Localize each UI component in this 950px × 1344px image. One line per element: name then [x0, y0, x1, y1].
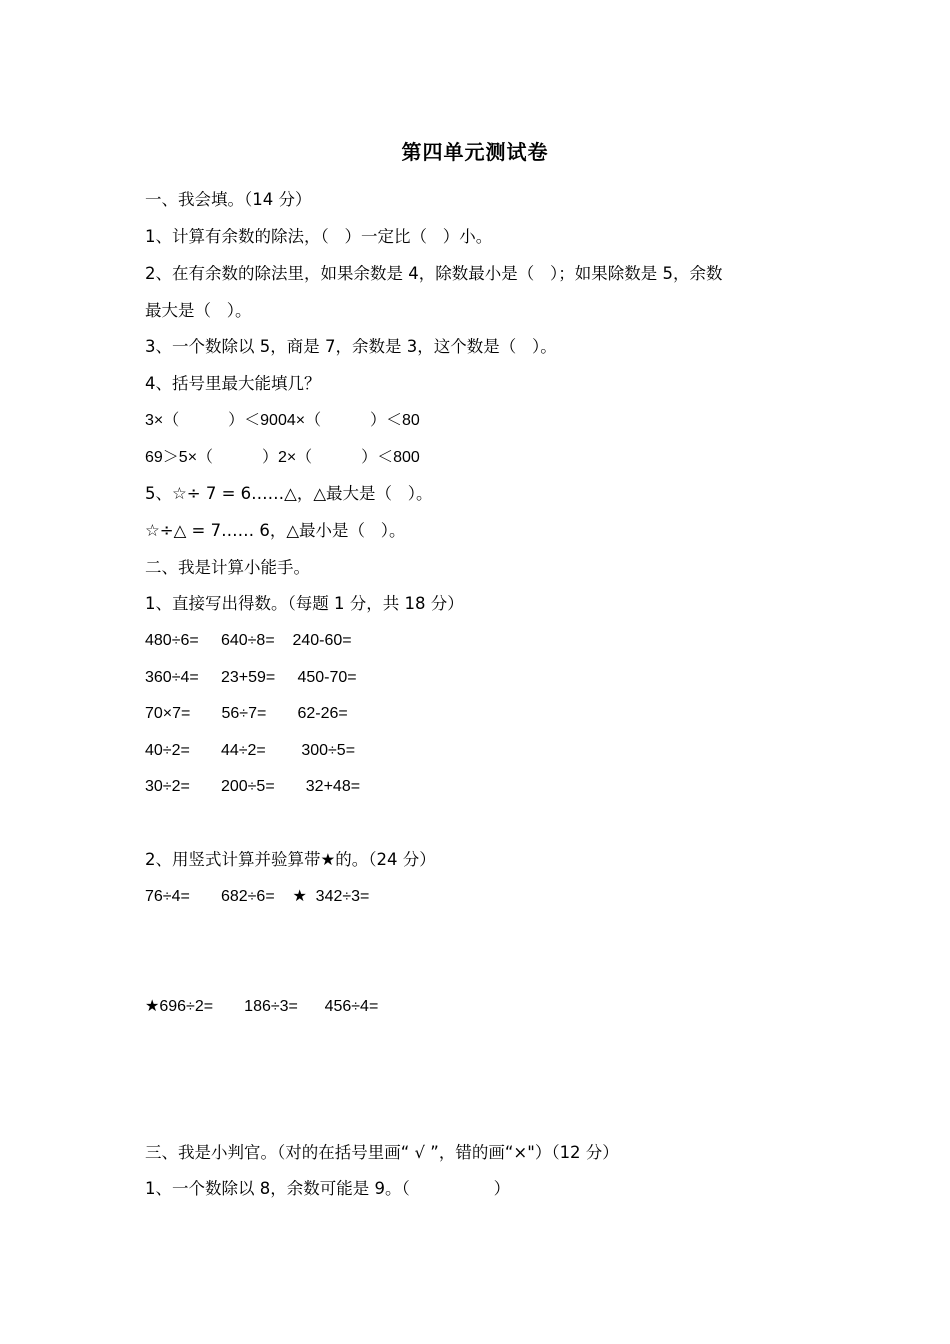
question-line: 5、☆÷ 7 = 6……△，△最大是（ ）。: [145, 484, 433, 503]
question-line: 最大是（ ）。: [145, 301, 252, 320]
section-2-heading: 二、我是计算小能手。: [145, 558, 310, 577]
question-line: 2、在有余数的除法里，如果余数是 4，除数最小是（ ）；如果除数是 5，余数: [145, 264, 723, 283]
section-3-heading: 三、我是小判官。（对的在括号里画“ √ ”，错的画“×"）（12 分）: [145, 1143, 619, 1162]
question-line: 1、直接写出得数。（每题 1 分，共 18 分）: [145, 594, 464, 613]
section-1-heading: 一、我会填。（14 分）: [145, 190, 312, 209]
calc-row: 30÷2= 200÷5= 32+48=: [145, 778, 361, 795]
question-line: 1、一个数除以 8，余数可能是 9。（ ）: [145, 1179, 511, 1198]
page-title: 第四单元测试卷: [401, 140, 549, 164]
question-line: 2、用竖式计算并验算带★的。（24 分）: [145, 850, 436, 869]
question-line: 69＞5×（ ）2×（ ）＜800: [145, 449, 420, 466]
question-line: 1、计算有余数的除法，（ ）一定比（ ）小。: [145, 227, 493, 246]
calc-row: 40÷2= 44÷2= 300÷5=: [145, 742, 356, 759]
calc-row: 70×7= 56÷7= 62-26=: [145, 705, 348, 722]
question-line: 4、括号里最大能填几？: [145, 374, 321, 393]
question-line: 3、一个数除以 5，商是 7，余数是 3，这个数是（ ）。: [145, 337, 557, 356]
calc-row: 360÷4= 23+59= 450-70=: [145, 669, 357, 686]
question-line: ☆÷△ = 7…… 6，△最小是（ ）。: [145, 521, 406, 540]
calc-row: 76÷4= 682÷6= ★ 342÷3=: [145, 888, 370, 905]
question-line: 3×（ ）＜9004×（ ）＜80: [145, 412, 420, 429]
calc-row: 480÷6= 640÷8= 240-60=: [145, 632, 352, 649]
calc-row: ★696÷2= 186÷3= 456÷4=: [145, 998, 379, 1015]
